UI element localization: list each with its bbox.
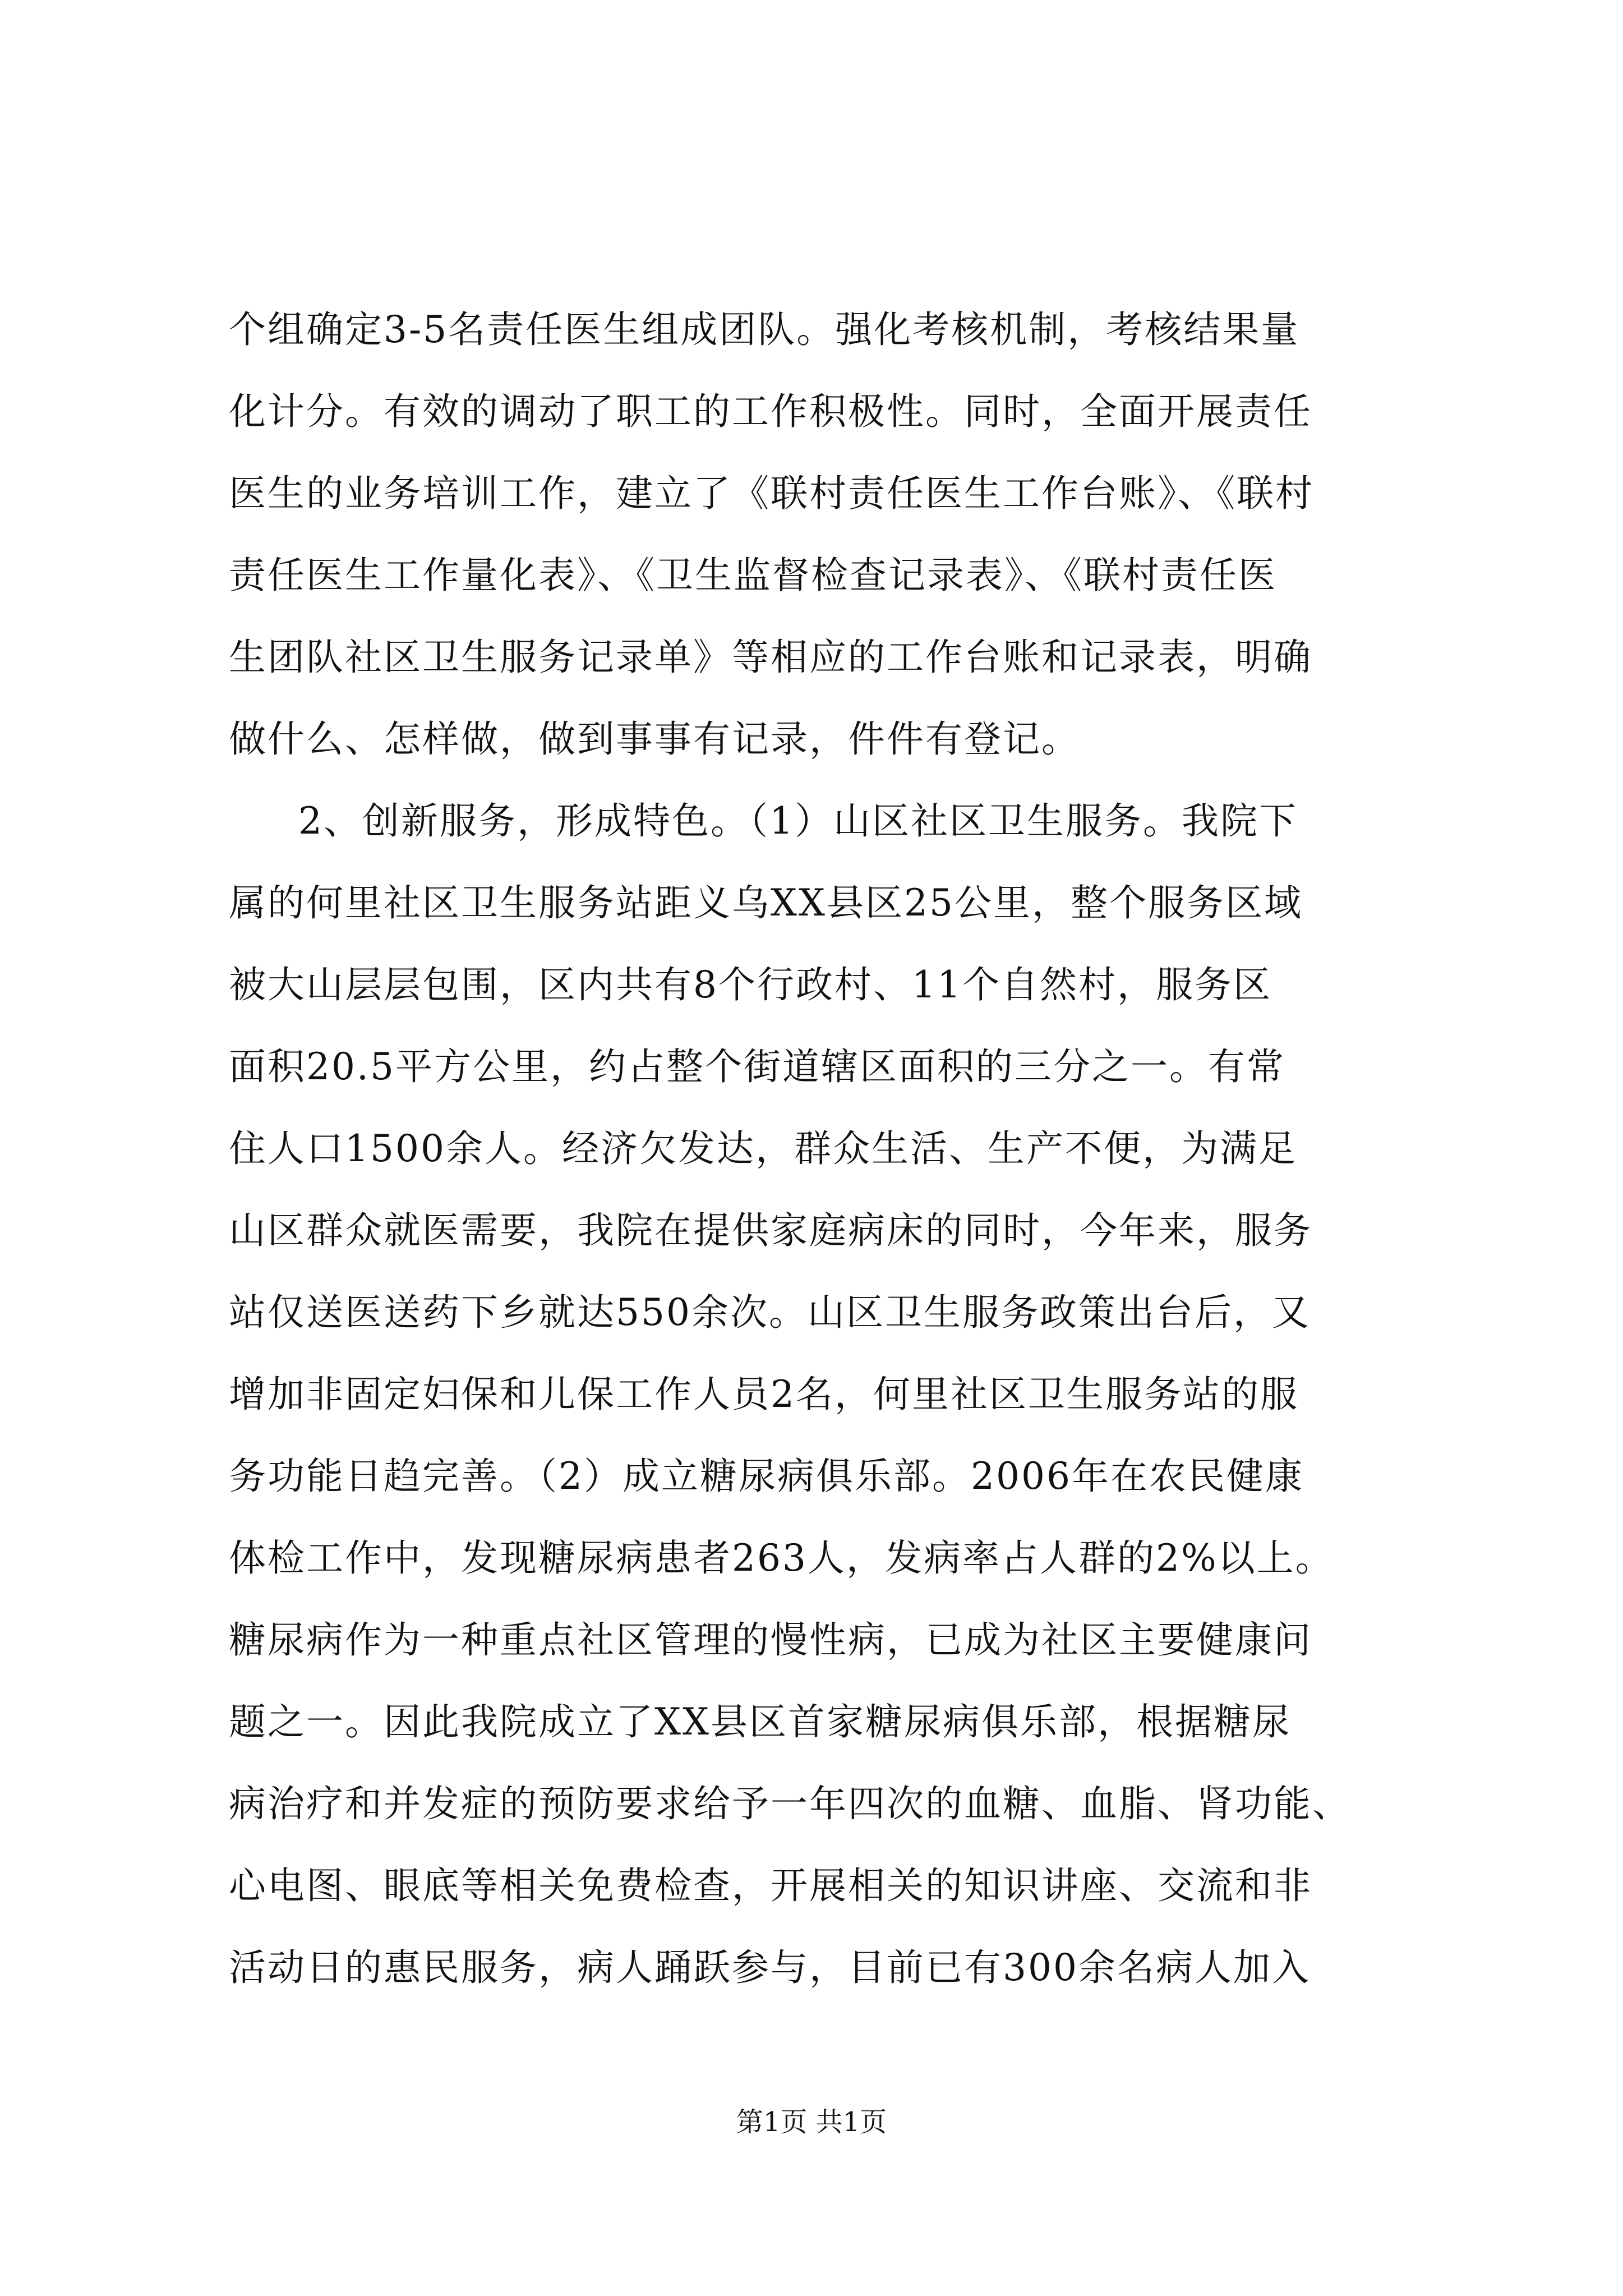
- text-line: 增加非固定妇保和儿保工作人员2名，何里社区卫生服务站的服: [229, 1373, 1299, 1416]
- text-line: 糖尿病作为一种重点社区管理的慢性病，已成为社区主要健康问: [229, 1618, 1312, 1662]
- text-line: 个组确定3-5名责任医生组成团队。强化考核机制，考核结果量: [229, 308, 1300, 351]
- text-line: 生团队社区卫生服务记录单》等相应的工作台账和记录表，明确: [229, 636, 1312, 679]
- text-line: 被大山层层包围，区内共有8个行政村、11个自然村，服务区: [229, 963, 1272, 1006]
- text-line: 山区群众就医需要，我院在提供家庭病床的同时，今年来，服务: [229, 1209, 1312, 1252]
- page-number-label: 第1页 共1页: [736, 2106, 887, 2138]
- text-line: 体检工作中，发现糖尿病患者263人，发病率占人群的2%以上。: [229, 1536, 1334, 1580]
- text-line: 病治疗和并发症的预防要求给予一年四次的血糖、血脂、肾功能、: [229, 1782, 1351, 1825]
- body-text: [229, 289, 1446, 2009]
- text-line: 题之一。因此我院成立了XX县区首家糖尿病俱乐部，根据糖尿: [229, 1700, 1291, 1743]
- text-line: 化计分。有效的调动了职工的工作积极性。同时，全面开展责任: [229, 390, 1312, 433]
- text-line: 务功能日趋完善。（2）成立糖尿病俱乐部。2006年在农民健康: [229, 1455, 1304, 1498]
- page-footer: [0, 2105, 1623, 2139]
- text-line: 面积20.5平方公里，约占整个街道辖区面积的三分之一。有常: [229, 1045, 1285, 1088]
- text-line: 做什么、怎样做，做到事事有记录，件件有登记。: [229, 717, 1080, 761]
- text-line: 属的何里社区卫生服务站距义乌XX县区25公里，整个服务区域: [229, 881, 1303, 924]
- text-line: 活动日的惠民服务，病人踊跃参与，目前已有300余名病人加入: [229, 1946, 1311, 1989]
- text-line: 责任医生工作量化表》、《卫生监督检查记录表》、《联村责任医: [229, 554, 1277, 597]
- text-line: 心电图、眼底等相关免费检查，开展相关的知识讲座、交流和非: [229, 1864, 1312, 1907]
- text-line: 医生的业务培训工作，建立了《联村责任医生工作台账》、《联村: [229, 472, 1314, 515]
- paragraph-start-line: 2、创新服务，形成特色。（1）山区社区卫生服务。我院下: [298, 799, 1298, 843]
- text-line: 站仅送医送药下乡就达550余次。山区卫生服务政策出台后，又: [229, 1291, 1311, 1334]
- text-line: 住人口1500余人。经济欠发达，群众生活、生产不便，为满足: [229, 1127, 1297, 1170]
